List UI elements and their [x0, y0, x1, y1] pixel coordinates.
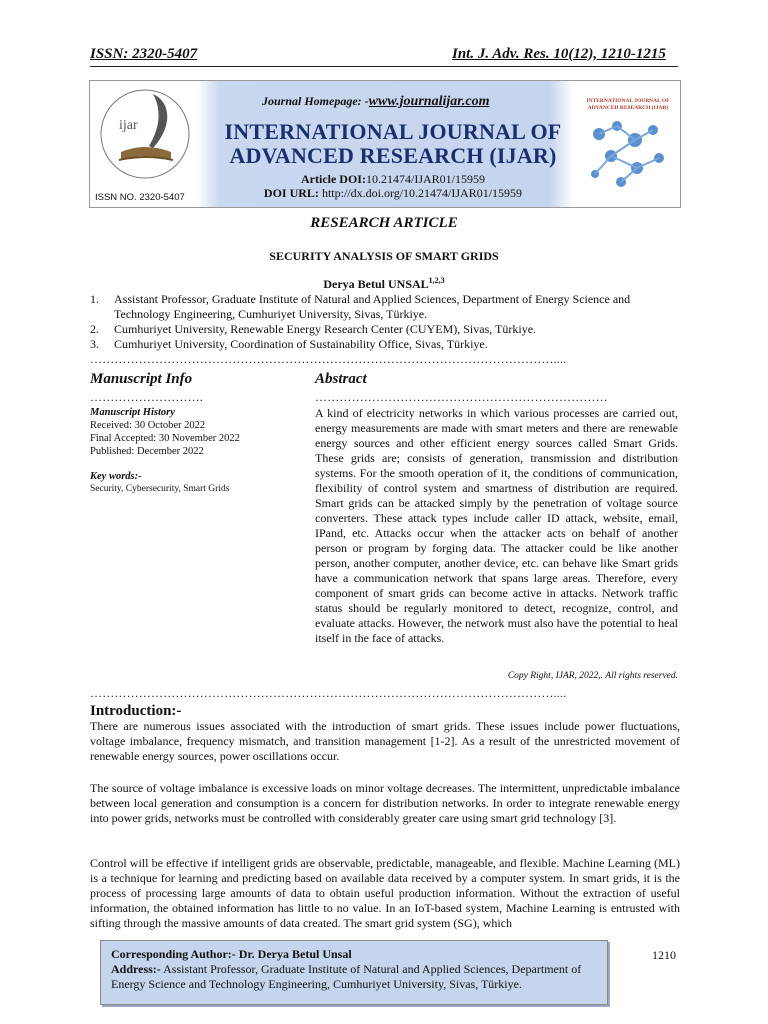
homepage-link[interactable]: www.journalijar.com — [368, 94, 490, 109]
section-divider-2: …………………………………………………………………………………………………….... — [90, 686, 567, 700]
doi-block — [218, 172, 568, 200]
article-title: SECURITY ANALYSIS OF SMART GRIDS — [269, 249, 499, 263]
author-superscript: 1,2,3 — [428, 276, 445, 285]
doi-value: 10.21474/IJAR01/15959 — [365, 172, 485, 186]
manuscript-history — [90, 406, 300, 496]
section-divider: …………………………………………………………………………………………………….... — [90, 352, 567, 366]
issn-header: ISSN: 2320-5407 — [90, 46, 198, 62]
address-text: Assistant Professor, Graduate Institute of Natural and Applied Sciences, Department of Energy Science and Technology Engineering, Cumhuriyet University, Sivas, Türkiye. — [111, 962, 582, 991]
intro-paragraph-2: The source of voltage imbalance is excessive loads on minor voltage decreases. The intermittent, unpredictable imbalance between local generation and consumption is a concern for distribution networks. In order to integrate renewable energy into power grids, networks must be controlled with considerably greater care using smart grid technology [3]. — [90, 781, 680, 825]
citation-header: Int. J. Adv. Res. 10(12), 1210-1215 — [452, 46, 666, 62]
affiliation-item — [90, 322, 680, 337]
accepted-date: Final Accepted: 30 November 2022 — [90, 433, 240, 444]
corresponding-author-box — [100, 940, 608, 1005]
manuscript-divider: ………………………. — [90, 390, 203, 404]
affiliation-item — [90, 337, 680, 352]
history-label: Manuscript History — [90, 407, 175, 418]
affiliation-num: 3. — [90, 337, 99, 351]
logo-text: ijar — [119, 118, 138, 133]
doi-url-label: DOI URL: — [263, 186, 319, 200]
affiliation-text: Cumhuriyet University, Coordination of Sustainability Office, Sivas, Türkiye. — [114, 337, 488, 351]
received-date: Received: 30 October 2022 — [90, 420, 206, 431]
affiliation-text: Cumhuriyet University, Renewable Energy Research Center (CUYEM), Sivas, Türkiye. — [114, 322, 537, 336]
copyright: Copy Right, IJAR, 2022,. All rights reserved. — [507, 671, 678, 681]
affiliation-text: Assistant Professor, Graduate Institute of Natural and Applied Sciences, Department of Energy Science and Technology Engineering, Cumhuriyet University, Sivas, Türkiye. — [114, 292, 631, 321]
homepage-label: Journal Homepage: - — [262, 94, 369, 108]
affiliation-num: 1. — [90, 292, 99, 306]
journal-homepage — [262, 94, 490, 110]
author-text: Derya Betul UNSAL — [323, 277, 429, 291]
intro-paragraph-1: There are numerous issues associated with the introduction of smart grids. These issues include power fluctuations, voltage imbalance, frequency mismatch, and transition management [1-2]. As a result of the unrestricted movement of renewable energy sources, power oscillations occur. — [90, 719, 680, 763]
doi-label: Article DOI: — [301, 172, 366, 186]
manuscript-info-heading: Manuscript Info — [90, 371, 193, 387]
doi-url-link[interactable]: http://dx.doi.org/10.21474/IJAR01/15959 — [321, 186, 523, 200]
author-address — [111, 962, 597, 992]
abstract-heading: Abstract — [315, 371, 367, 387]
keywords: Security, Cybersecurity, Smart Grids — [90, 484, 230, 494]
cover-title: INTERNATIONAL JOURNAL OF ADVANCED RESEARCH (IJAR) — [586, 98, 670, 111]
intro-paragraph-3: Control will be effective if intelligent grids are observable, predictable, manageable, and flexible. Machine Learning (ML) is a technique for learning and predicting based on available data received by a computer system. In smart grids, it is the process of processing large amounts of data to obtain useful production information. Without the extraction of useful information, the obtained information has little to no value. In an IoT-based system, Machine Learning is entrusted with sifting through the massive amounts of data created. The smart grid system (SG), which — [90, 856, 680, 930]
affiliations — [90, 292, 680, 352]
abstract-text: A kind of electricity networks in which various processes are carried out, energy measurements are made with smart meters and there are renewable energy sources and other efficient energy sources called Smart Grids. These grids are; consists of generation, transmission and distribution systems. For the smooth operation of it, the conditions of communication, flexibility of control system and smartness of distribution are required. Smart grids can be attacked simply by the penetration of voltage source converters. These attack types include caller ID attack, website, email, IPand, etc. Attacks occur when the attacker acts on behalf of another person or program by forging data. The attacker could be like another person, another computer, another device, etc. can behave like Smart grids have a communication network that spans large areas. Therefore, every component of smart grids can become active in attacks. Network traffic status should be regularly monitored to detect, recognize, control, and evaluate attacks. However, the network must also have the potential to heal itself in the face of attacks. — [315, 406, 678, 645]
affiliation-item — [90, 292, 680, 322]
article-type: RESEARCH ARTICLE — [310, 215, 458, 231]
header-rule — [90, 66, 678, 67]
introduction-heading: Introduction:- — [90, 703, 182, 719]
corresponding-author: Corresponding Author:- Dr. Derya Betul Unsal — [111, 947, 352, 961]
abstract-divider: ……………………………………………………………… — [315, 390, 608, 404]
published-date: Published: December 2022 — [90, 446, 204, 457]
logo-issn: ISSN NO. 2320-5407 — [95, 192, 185, 203]
author-name — [90, 276, 678, 292]
quill-book-icon — [91, 82, 199, 204]
affiliation-num: 2. — [90, 322, 99, 336]
journal-cover — [577, 82, 677, 204]
journal-title — [218, 120, 568, 168]
address-label: Address:- — [111, 962, 161, 976]
page-number: 1210 — [652, 948, 676, 962]
journal-title-line1: INTERNATIONAL JOURNAL OF — [224, 119, 562, 144]
journal-title-line2: ADVANCED RESEARCH (IJAR) — [229, 143, 557, 168]
ijar-logo — [91, 82, 199, 204]
keywords-label: Key words:- — [90, 471, 142, 482]
